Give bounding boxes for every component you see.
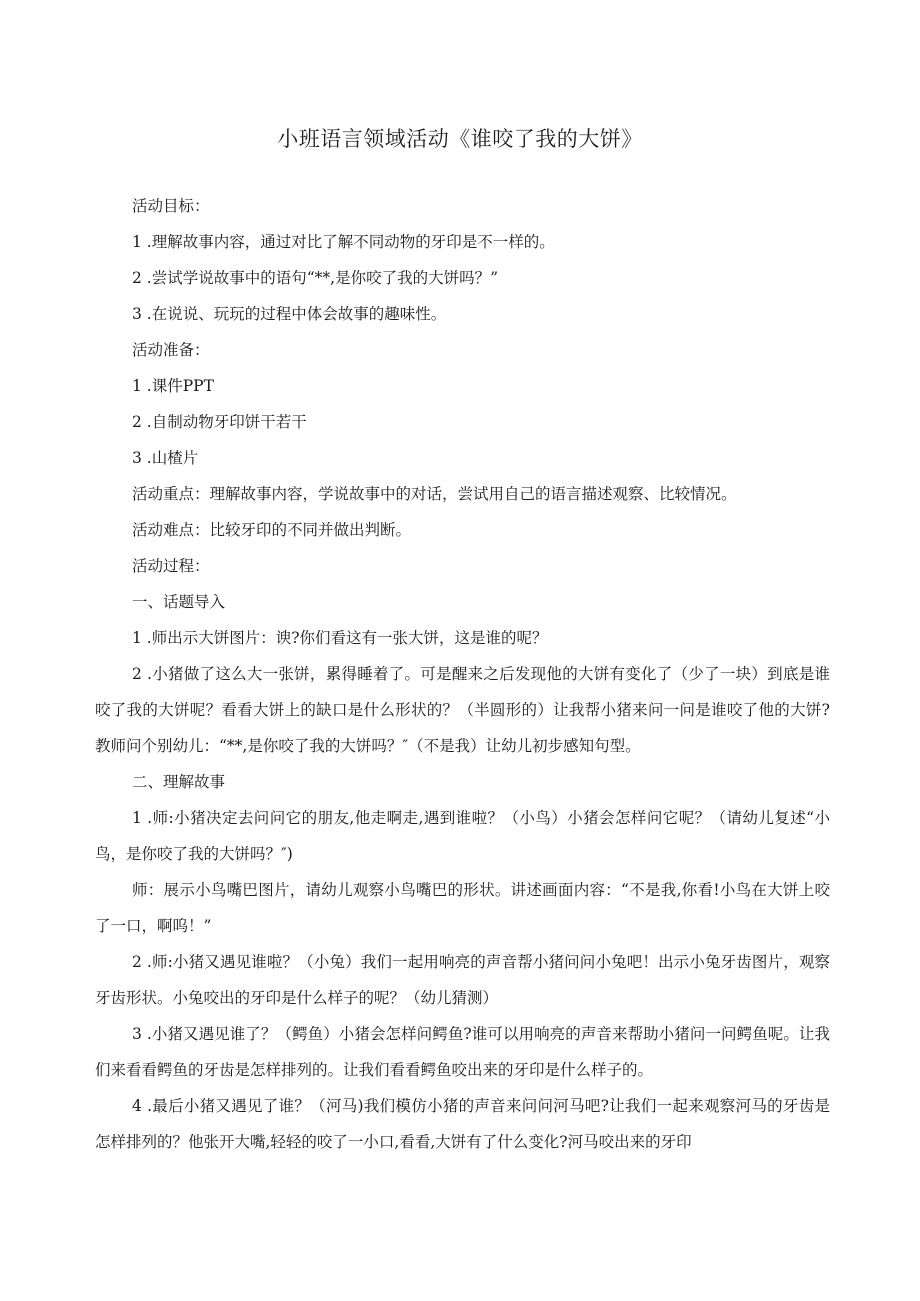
- document-body: [95, 188, 830, 1160]
- story-step: 2 .师:小猪又遇见谁啦？（小兔）我们一起用响亮的声音帮小猪问问小兔吧！出示小兔牙齿图片，观察牙齿形状。小兔咬出的牙印是什么样子的呢？（幼儿猜测）: [95, 953, 830, 1007]
- section-heading-preparation: 活动准备：: [132, 341, 210, 359]
- document-title: 小班语言领域活动《谁咬了我的大饼》: [277, 127, 643, 151]
- objective-item: 1 .理解故事内容，通过对比了解不同动物的牙印是不一样的。: [132, 233, 555, 251]
- subsection-heading-intro: 一、话题导入: [132, 593, 226, 611]
- objective-item: 2 .尝试学说故事中的语句“**,是你咬了我的大饼吗？”: [132, 269, 498, 287]
- process-step: 1 .师出示大饼图片：谀?你们看这有一张大饼，这是谁的呢？: [132, 629, 548, 647]
- story-step: 1 .师:小猪决定去问问它的朋友,他走啊走,遇到谁啦？（小鸟）小猪会怎样问它呢？（请幼儿复述“小鸟，是你咬了我的大饼吗？″): [95, 809, 830, 863]
- key-point: 活动重点：理解故事内容，学说故事中的对话，尝试用自己的语言描述观察、比较情况。: [132, 485, 737, 503]
- preparation-item: 2 .自制动物牙印饼干若干: [132, 413, 307, 431]
- story-step: 3 .小猪又遇见谁了？（鳄鱼）小猪会怎样问鳄鱼?谁可以用响亮的声音来帮助小猪问一问鳄鱼呢。让我们来看看鳄鱼的牙齿是怎样排列的。让我们看看鳄鱼咬出来的牙印是什么样子的。: [95, 1025, 830, 1079]
- preparation-item: 1 .课件PPT: [132, 377, 214, 395]
- preparation-item: 3 .山楂片: [132, 449, 199, 467]
- story-step: 师：展示小鸟嘴巴图片，请幼儿观察小鸟嘴巴的形状。讲述画面内容：“不是我,你看!小鸟在大饼上咬了一口，啊呜！”: [95, 881, 830, 935]
- process-step: 2 .小猪做了这么大一张饼，累得睡着了。可是醒来之后发现他的大饼有变化了（少了一块）到底是谁咬了我的大饼呢？看看大饼上的缺口是什么形状的？（半圆形的）让我帮小猪来问一问是谁咬了他的大饼?教师问个别幼儿：“**,是你咬了我的大饼吗？″（不是我）让幼儿初步感知句型。: [95, 665, 830, 755]
- difficulty-point: 活动难点：比较牙印的不同并做出判断。: [132, 521, 412, 539]
- story-step: 4 .最后小猪又遇见了谁？（河马)我们模仿小猪的声音来问问河马吧?让我们一起来观察河马的牙齿是怎样排列的？他张开大嘴,轻轻的咬了一小口,看看,大饼有了什么变化?河马咬出来的牙印: [95, 1097, 830, 1151]
- section-heading-process: 活动过程：: [132, 557, 210, 575]
- section-heading-objectives: 活动目标：: [132, 197, 210, 215]
- subsection-heading-story: 二、理解故事: [132, 773, 226, 791]
- objective-item: 3 .在说说、玩玩的过程中体会故事的趣味性。: [132, 305, 447, 323]
